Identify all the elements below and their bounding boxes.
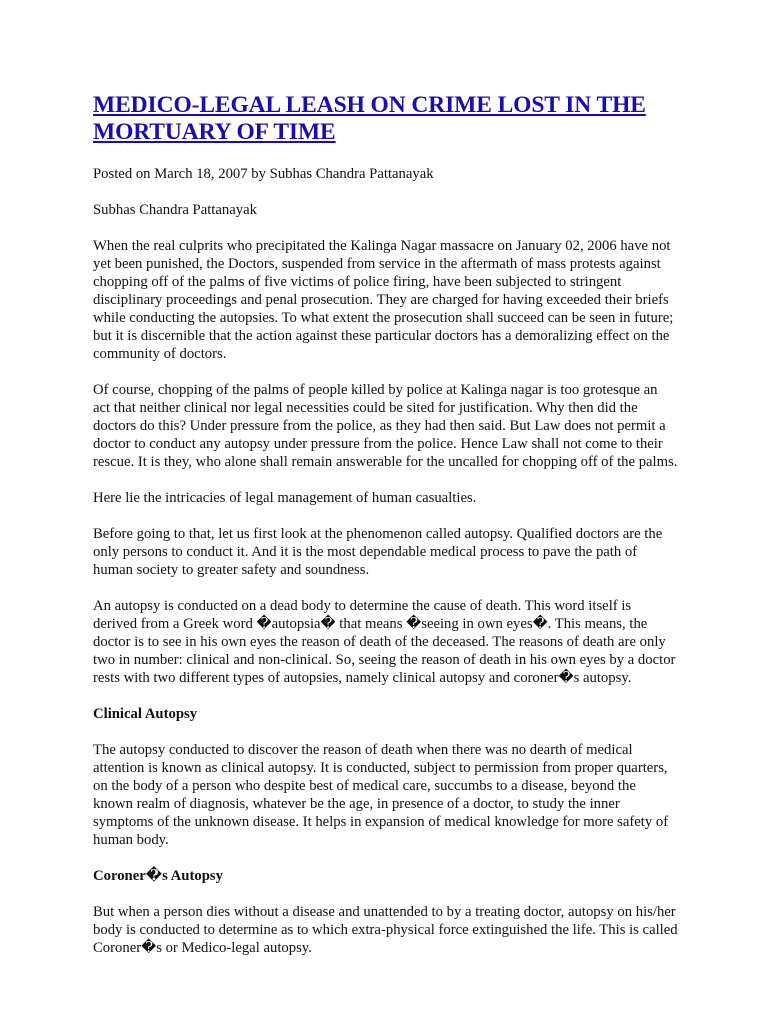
paragraph: When the real culprits who precipitated the Kalinga Nagar massacre on January 02, 2006 have not yet been punished, the Doctors, suspended from service in the aftermath of mass protests against chopping off of the palms of five victims of police firing, have been subjected to stringent disciplinary proceedings and penal prosecution. They are charged for having exceeded their briefs while conducting the autopsies. To what extent the prosecution shall succeed can be seen in future; but it is discernible that the action against these particular doctors has a demoralizing effect on the community of doctors. bbox=[93, 238, 674, 362]
paragraph: Before going to that, let us first look at the phenomenon called autopsy. Qualified doctors are the only persons to conduct it. And it is the most dependable medical process to pave the path of human society to greater safety and soundness. bbox=[93, 526, 663, 578]
paragraph: Of course, chopping of the palms of people killed by police at Kalinga nagar is too grotesque an act that neither clinical nor legal necessities could be sited for justification. Why then did the doctors do this? Under pressure from the police, as they had then said. But Law does not permit a doctor to conduct any autopsy under pressure from the police. Hence Law shall not come to their rescue. It is they, who alone shall remain answerable for the uncalled for chopping off of the palms. bbox=[93, 382, 678, 470]
article-page bbox=[93, 92, 678, 975]
paragraph: But when a person dies without a disease and unattended to by a treating doctor, autopsy on his/her body is conducted to determine as to which extra-physical force extinguished the life. This is called Coroner�s or Medico-legal autopsy. bbox=[93, 904, 678, 956]
section-heading-clinical-autopsy: Clinical Autopsy bbox=[93, 706, 198, 722]
article-byline: Posted on March 18, 2007 by Subhas Chandra Pattanayak bbox=[93, 166, 434, 182]
paragraph: An autopsy is conducted on a dead body to determine the cause of death. This word itself is derived from a Greek word �autopsia� that means �seeing in own eyes�. This means, the doctor is to see in his own eyes the reason of death of the deceased. The reasons of death are only two in number: clinical and non-clinical. So, seeing the reason of death in his own eyes by a doctor rests with two different types of autopsies, namely clinical autopsy and coroner�s autopsy. bbox=[93, 598, 676, 686]
section-heading-coroners-autopsy: Coroner�s Autopsy bbox=[93, 868, 223, 884]
paragraph: Here lie the intricacies of legal management of human casualties. bbox=[93, 490, 477, 506]
author-line: Subhas Chandra Pattanayak bbox=[93, 202, 257, 218]
article-title-link[interactable]: MEDICO-LEGAL LEASH ON CRIME LOST IN THE MORTUARY OF TIME bbox=[93, 92, 646, 145]
paragraph: The autopsy conducted to discover the reason of death when there was no dearth of medical attention is known as clinical autopsy. It is conducted, subject to permission from proper quarters, on the body of a person who despite best of medical care, succumbs to a disease, beyond the known realm of diagnosis, whatever be the age, in presence of a doctor, to study the inner symptoms of the unknown disease. It helps in expansion of medical knowledge for more safety of human body. bbox=[93, 742, 669, 848]
